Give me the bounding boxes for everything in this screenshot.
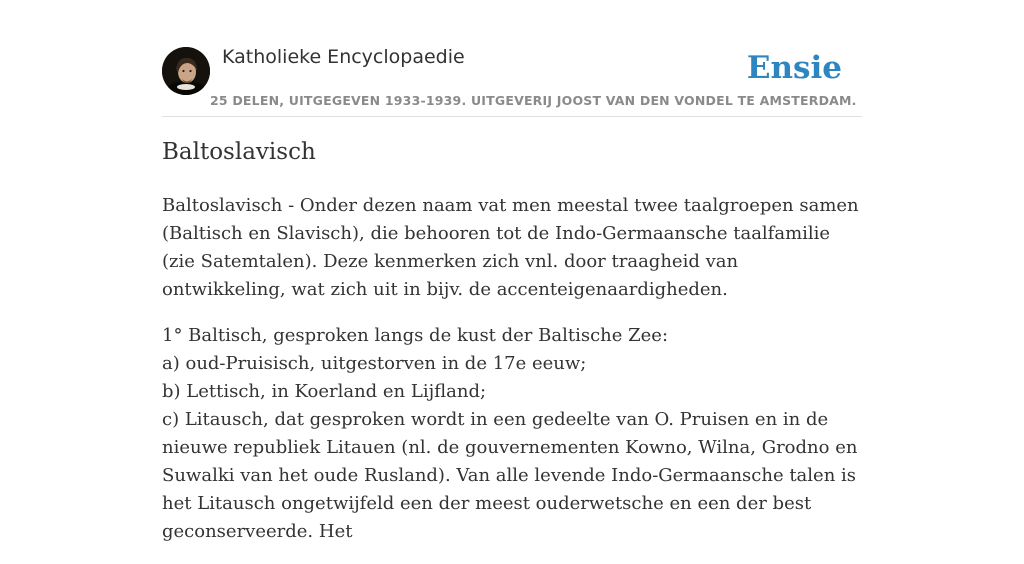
book-subtitle: 25 DELEN, UITGEGEVEN 1933-1939. UITGEVERIJ JOOST VAN DEN VONDEL TE AMSTERDAM. xyxy=(210,93,857,108)
list-item: a) oud-Pruisisch, uitgestorven in de 17e eeuw; xyxy=(162,353,587,374)
article-title: Baltoslavisch xyxy=(162,139,316,165)
list-item: b) Lettisch, in Koerland en Lijfland; xyxy=(162,381,487,402)
page xyxy=(162,0,862,542)
ensie-logo-link[interactable]: Ensie xyxy=(746,50,842,86)
book-title[interactable]: Katholieke Encyclopaedie xyxy=(222,46,465,68)
portrait-avatar-icon[interactable] xyxy=(162,47,210,95)
article-body xyxy=(162,192,862,564)
article-list xyxy=(162,322,862,546)
article-paragraph: Baltoslavisch - Onder dezen naam vat men meestal twee taalgroepen samen (Baltisch en Slavisch), die behooren tot de Indo-Germaansche taalfamilie (zie Satemtalen). Deze kenmerken zich vnl. door traagheid van ontwikkeling, wat zich uit in bijv. de accenteigenaardigheden. xyxy=(162,195,859,300)
book-header xyxy=(162,0,862,117)
list-item: c) Litausch, dat gesproken wordt in een gedeelte van O. Pruisen en in de nieuwe republiek Litauen (nl. de gouvernementen Kowno, Wilna, Grodno en Suwalki van het oude Rusland). Van alle levende Indo-Germaansche talen is het Litausch ongetwijfeld een der meest ouderwetsche en een der best geconserveerde. Het xyxy=(162,409,858,542)
list-item: 1° Baltisch, gesproken langs de kust der Baltische Zee: xyxy=(162,325,669,346)
